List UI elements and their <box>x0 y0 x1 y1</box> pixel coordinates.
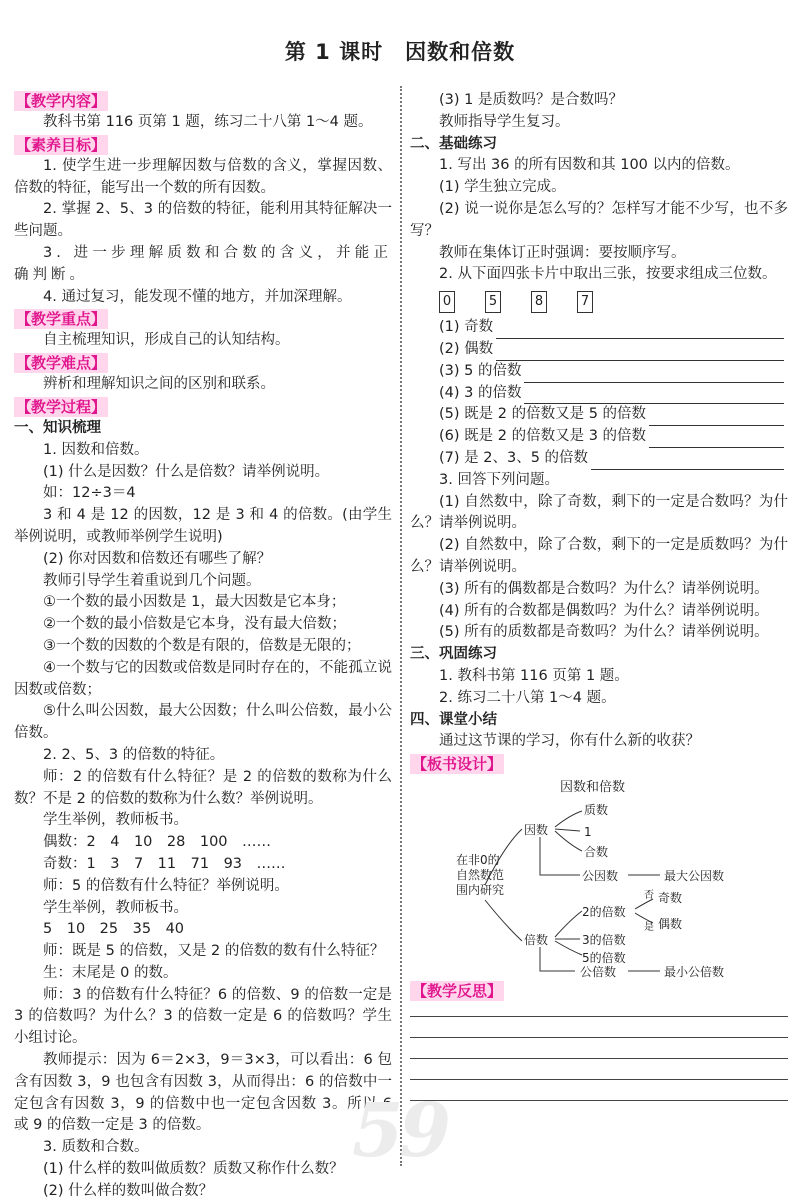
fill-in-blank[interactable] <box>410 339 788 361</box>
paragraph: 1. 教科书第 116 页第 1 题。 <box>439 667 629 684</box>
answer-line[interactable] <box>524 387 784 404</box>
subsection-knowledge-review: 一、知识梳理 <box>14 419 101 436</box>
board-common-factor: 公因数 <box>582 869 619 884</box>
teaching-content: 教科书第 116 页第 1 题，练习二十八第 1～4 题。 <box>43 114 373 130</box>
branch-line <box>485 900 522 941</box>
question: (3) 所有的偶数都是合数吗？为什么？请举例说明。 <box>439 580 769 597</box>
paragraph: 2. 从下面四张卡片中取出三张，按要求组成三位数。 <box>439 266 777 283</box>
branch-line <box>555 911 582 937</box>
branch-line <box>555 829 580 831</box>
reflection-line[interactable] <box>410 1016 788 1017</box>
board-odd: 奇数 <box>658 891 683 906</box>
paragraph: 偶数：2 4 10 28 100 …… <box>43 834 272 851</box>
section-header-reflection: 【教学反思】 <box>412 982 503 1001</box>
paragraph: 3 和 4 是 12 的因数，12 是 3 和 4 的倍数。(由学生举例说明，或教师举例学生说明) <box>14 507 392 545</box>
paragraph: 1. 写出 36 的所有因数和其 100 以内的倍数。 <box>439 157 740 174</box>
paragraph: (2) 你对因数和倍数还有哪些了解？ <box>43 550 272 567</box>
paragraph: (2) 什么样的数叫做合数？ <box>43 1182 214 1199</box>
paragraph: 教师指导学生复习。 <box>439 113 570 130</box>
board-common-multiple: 公倍数 <box>580 965 617 980</box>
page-title: 第 1 课时 因数和倍数 <box>284 40 516 64</box>
question: (4) 所有的合数都是偶数吗？为什么？请举例说明。 <box>439 602 769 619</box>
paragraph: 学生举例，教师板书。 <box>43 899 188 916</box>
board-multiple: 倍数 <box>524 933 549 948</box>
digit-card: 7 <box>577 291 593 313</box>
board-root: 在非0的自然数范围内研究 <box>456 853 505 898</box>
board-no: 否 <box>644 890 654 902</box>
reflection-lines <box>410 1016 788 1101</box>
answer-line[interactable] <box>591 453 784 470</box>
reflection-line[interactable] <box>410 1100 788 1101</box>
paragraph: 2. 练习二十八第 1～4 题。 <box>439 689 616 706</box>
paragraph: 通过这节课的学习，你有什么新的收获？ <box>439 733 700 750</box>
answer-line[interactable] <box>496 322 784 339</box>
goal-2: 2. 掌握 2、5、3 的倍数的特征，能利用其特征解决一些问题。 <box>14 201 392 240</box>
paragraph: 奇数：1 3 7 11 71 93 …… <box>43 855 286 872</box>
paragraph: 师：5 的倍数有什么特征？举例说明。 <box>43 877 289 894</box>
difficulties: 辨析和理解知识之间的区别和联系。 <box>43 376 275 393</box>
list-item: ④一个数与它的因数或倍数是同时存在的，不能孤立说因数或倍数； <box>14 659 392 698</box>
board-factor: 因数 <box>524 823 549 838</box>
list-item: ①一个数的最小因数是 1，最大因数是它本身； <box>43 594 346 611</box>
board-mult2: 2的倍数 <box>582 905 626 920</box>
goal-4: 4. 通过复习，能发现不懂的地方，并加深理解。 <box>43 288 352 305</box>
board-one: 1 <box>584 825 592 840</box>
section-header-board-design: 【板书设计】 <box>412 755 503 774</box>
right-column <box>410 90 788 1121</box>
digit-card: 0 <box>439 291 455 313</box>
left-column <box>14 90 392 1203</box>
board-yes: 是 <box>644 922 654 934</box>
branch-line <box>540 947 575 971</box>
branch-line <box>555 941 582 955</box>
board-mult5: 5的倍数 <box>582 951 626 966</box>
list-item: ②一个数的最小倍数是它本身，没有最大倍数； <box>43 616 346 633</box>
paragraph: 1. 因数和倍数。 <box>43 441 149 458</box>
paragraph: (1) 学生独立完成。 <box>439 179 566 196</box>
key-points: 自主梳理知识，形成自己的认知结构。 <box>43 332 290 349</box>
question: (5) 所有的质数都是奇数吗？为什么？请举例说明。 <box>439 624 769 641</box>
goal-3: 3. 进一步理解质数和合数的含义，并能正确判断。 <box>14 244 392 283</box>
paragraph: (1) 什么样的数叫做质数？质数又称作什么数？ <box>43 1161 344 1178</box>
subsection-basic-practice: 二、基础练习 <box>410 135 497 152</box>
answer-line[interactable] <box>649 409 784 426</box>
paragraph: 教师在集体订正时强调：要按顺序写。 <box>439 244 686 261</box>
board-mult3: 3的倍数 <box>582 933 626 948</box>
paragraph: (1) 什么是因数？什么是倍数？请举例说明。 <box>43 463 330 480</box>
reflection-line[interactable] <box>410 1037 788 1038</box>
board-gcf: 最大公因数 <box>664 869 725 884</box>
section-header-goals: 【素养目标】 <box>16 135 107 154</box>
answer-line[interactable] <box>496 344 784 361</box>
paragraph: 师：3 的倍数有什么特征？6 的倍数、9 的倍数一定是 3 的倍数吗？为什么？3 的倍数一定是 6 的倍数吗？学生小组讨论。 <box>14 986 392 1047</box>
fill-in-blank[interactable] <box>410 448 788 470</box>
subsection-summary: 四、课堂小结 <box>410 711 497 728</box>
branch-line <box>555 831 582 851</box>
digit-cards <box>410 291 788 313</box>
list-item: ⑤什么叫公因数，最大公因数；什么叫公倍数，最小公倍数。 <box>14 703 392 742</box>
fill-label: (3) 5 的倍数 <box>439 362 522 379</box>
fill-in-blank[interactable] <box>410 383 788 405</box>
paragraph: 师：2 的倍数有什么特征？是 2 的倍数的数称为什么数？不是 2 的倍数的数称为什么数？举例说明。 <box>14 768 392 807</box>
fill-label: (2) 偶数 <box>439 340 494 357</box>
paragraph: 5 10 25 35 40 <box>43 921 185 938</box>
fill-in-blank[interactable] <box>410 317 788 339</box>
subsection-consolidation: 三、巩固练习 <box>410 646 497 663</box>
paragraph: 如：12÷3＝4 <box>43 485 136 502</box>
paragraph: 2. 2、5、3 的倍数的特征。 <box>43 746 225 763</box>
fill-label: (7) 是 2、3、5 的倍数 <box>439 449 589 466</box>
question: (1) 自然数中，除了奇数，剩下的一定是合数吗？为什么？请举例说明。 <box>410 493 788 532</box>
goal-1: 1. 使学生进一步理解因数与倍数的含义，掌握因数、倍数的特征，能写出一个数的所有因数。 <box>14 157 392 196</box>
fill-label: (1) 奇数 <box>439 319 494 336</box>
fill-in-blank[interactable] <box>410 426 788 448</box>
column-divider <box>400 86 402 1166</box>
board-composite: 合数 <box>584 845 609 860</box>
paragraph: 教师提示：因为 6＝2×3，9＝3×3，可以看出：6 包含有因数 3，9 也包含有因数 3，从而得出：6 的倍数中一定包含有因数 3，9 的倍数中也一定包含因数 3。所以 6 或 9 的倍数一定是 3 的倍数。 <box>14 1052 392 1134</box>
section-header-key-points: 【教学重点】 <box>16 310 107 329</box>
section-header-difficulties: 【教学难点】 <box>16 354 107 373</box>
reflection-line[interactable] <box>410 1058 788 1059</box>
section-header-process: 【教学过程】 <box>16 397 107 416</box>
digit-card: 5 <box>485 291 501 313</box>
fill-label: (6) 既是 2 的倍数又是 3 的倍数 <box>439 428 647 445</box>
paragraph: 3. 质数和合数。 <box>43 1139 149 1156</box>
question: (2) 自然数中，除了合数，剩下的一定是质数吗？为什么？请举例说明。 <box>410 537 788 575</box>
reflection-line[interactable] <box>410 1079 788 1080</box>
board-prime: 质数 <box>584 803 609 818</box>
fill-in-blank[interactable] <box>410 404 788 426</box>
fill-label: (4) 3 的倍数 <box>439 384 522 401</box>
board-title: 因数和倍数 <box>560 780 626 796</box>
paragraph: 生：末尾是 0 的数。 <box>43 964 178 981</box>
fill-in-blank[interactable] <box>410 361 788 383</box>
answer-line[interactable] <box>649 431 784 448</box>
answer-line[interactable] <box>524 366 784 383</box>
paragraph: 教师引导学生着重说到几个问题。 <box>43 572 261 589</box>
digit-card: 8 <box>531 291 547 313</box>
section-header-content: 【教学内容】 <box>16 92 107 110</box>
board-design-diagram <box>410 775 788 980</box>
paragraph: 师：既是 5 的倍数，又是 2 的倍数的数有什么特征？ <box>43 943 385 960</box>
list-item: ③一个数的因数的个数是有限的，倍数是无限的； <box>43 637 361 654</box>
page-number: 59 <box>352 1088 447 1174</box>
fill-label: (5) 既是 2 的倍数又是 5 的倍数 <box>439 406 647 423</box>
paragraph: 学生举例，教师板书。 <box>43 812 188 829</box>
board-lcm: 最小公倍数 <box>664 965 725 980</box>
paragraph: 3. 回答下列问题。 <box>439 471 559 488</box>
paragraph: (3) 1 是质数吗？是合数吗？ <box>439 92 623 108</box>
branch-line <box>555 811 582 827</box>
board-even: 偶数 <box>658 917 683 932</box>
paragraph: (2) 说一说你是怎么写的？怎样写才能不少写，也不多写？ <box>410 200 788 239</box>
branch-line <box>540 837 580 875</box>
